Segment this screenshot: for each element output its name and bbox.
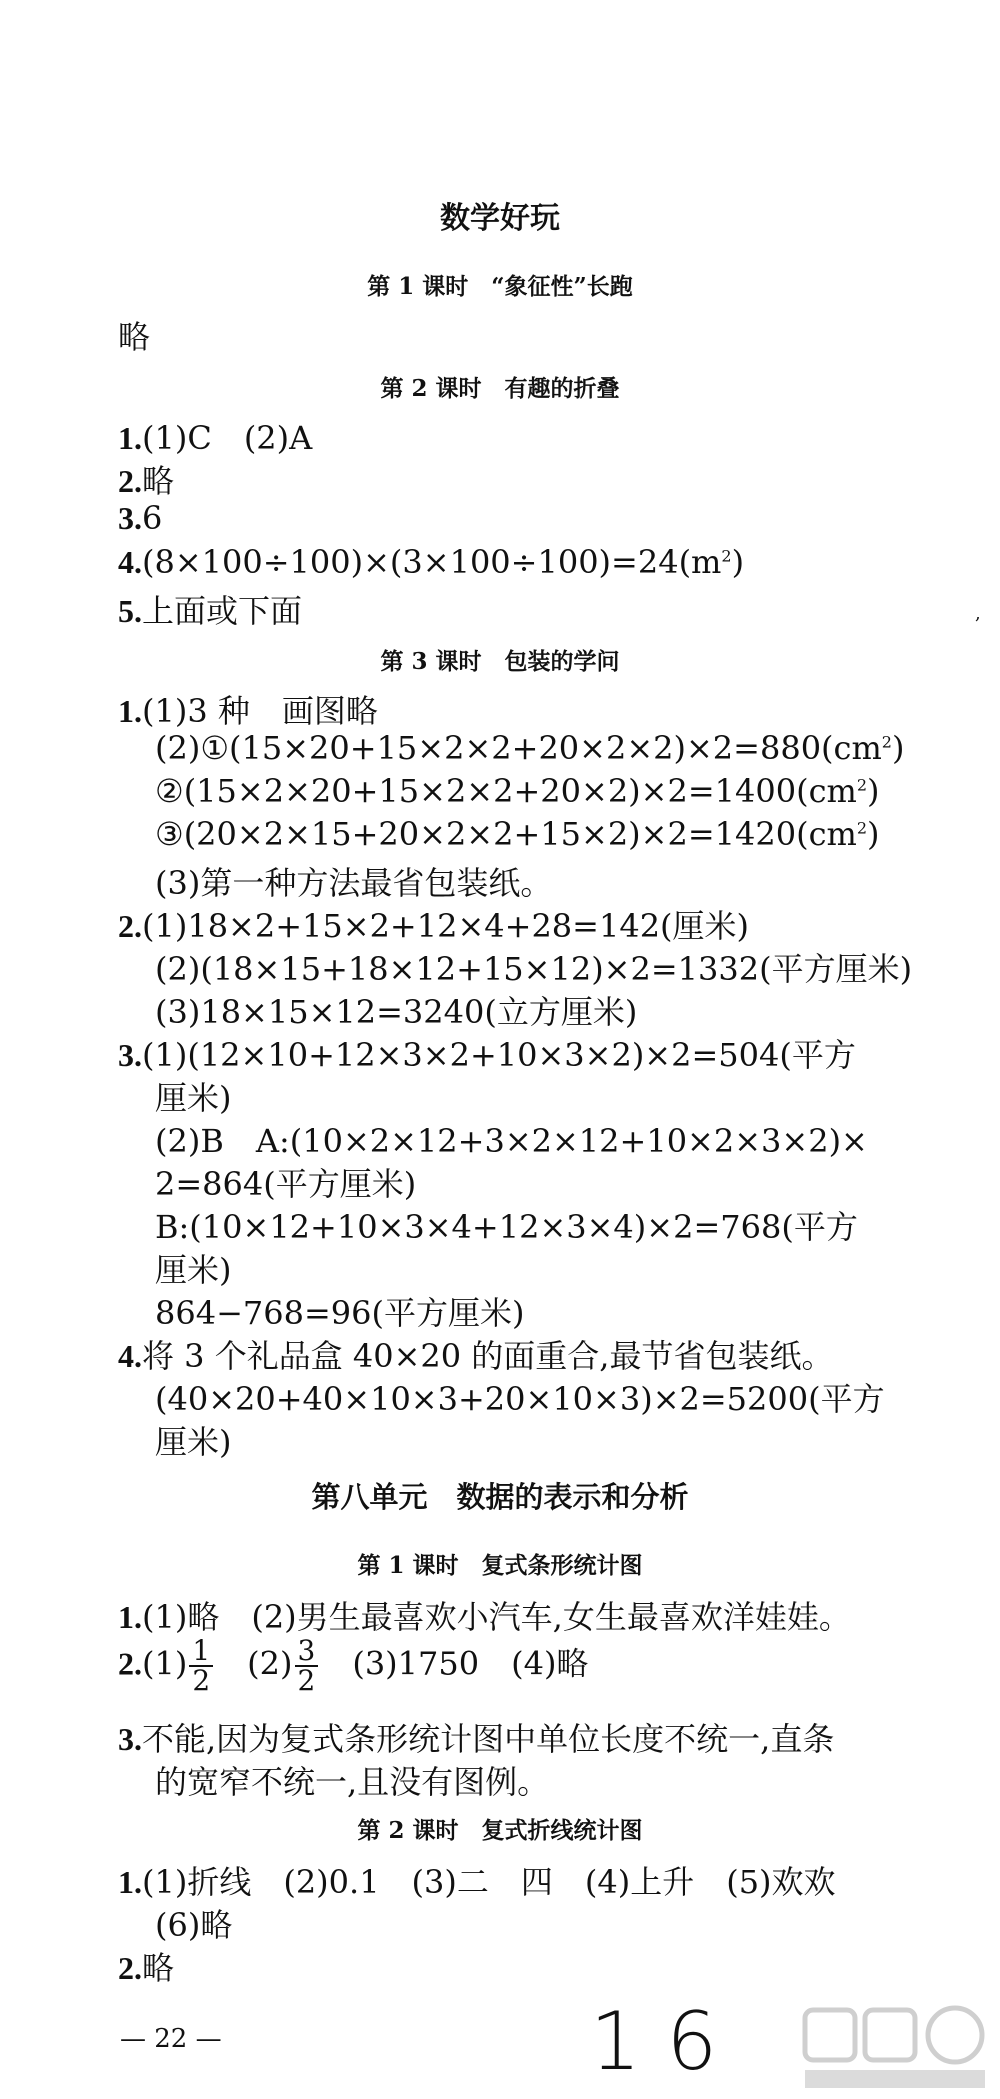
item-text: 6	[142, 499, 163, 537]
answer-line: 的宽窄不统一,且没有图例。	[155, 1763, 550, 1801]
item-number: 3.	[118, 1721, 142, 1757]
watermark-logo	[795, 2000, 995, 2095]
answer-item	[118, 686, 378, 732]
line-tail: )	[867, 815, 880, 853]
lesson-heading: 第 1 课时 复式条形统计图	[357, 1552, 643, 1579]
answer-item	[118, 1331, 833, 1377]
item-part: (2)	[215, 1644, 293, 1683]
item-text: (8×100÷100)×(3×100÷100)=24(m	[142, 543, 722, 581]
lesson-heading: 第 2 课时 复式折线统计图	[357, 1817, 643, 1844]
superscript: 2	[881, 732, 892, 752]
item-number: 2.	[118, 908, 142, 944]
answer-line: (3)第一种方法最省包装纸。	[155, 864, 553, 902]
item-number: 1.	[118, 420, 142, 456]
item-number: 5.	[118, 593, 142, 629]
answer-item	[118, 586, 302, 632]
answer-line: 厘米)	[155, 1251, 232, 1289]
answer-line	[155, 729, 904, 767]
superscript: 2	[721, 546, 732, 566]
lesson-heading: 第 3 课时 包装的学问	[380, 648, 620, 675]
item-text: 略	[142, 1949, 175, 1987]
answer-text: 略	[118, 318, 151, 356]
item-text: (1)(12×10+12×3×2+10×3×2)×2=504(平方	[142, 1036, 856, 1074]
fraction-numerator: 1	[189, 1637, 213, 1667]
superscript: 2	[856, 775, 868, 795]
answer-item	[118, 1030, 856, 1076]
item-text: 略	[142, 462, 175, 500]
item-number: 1.	[118, 1864, 142, 1900]
item-text: 将 3 个礼品盒 40×20 的面重合,最节省包装纸。	[142, 1337, 834, 1375]
item-text: 上面或下面	[142, 592, 303, 630]
item-text: 不能,因为复式条形统计图中单位长度不统一,直条	[142, 1720, 835, 1758]
item-number: 2.	[118, 463, 142, 499]
handwritten-note: 1 6	[590, 1995, 718, 2088]
line-text: ②(15×2×20+15×2×2+20×2)×2=1400(cm	[155, 772, 857, 810]
item-number: 2.	[118, 1645, 142, 1682]
fraction-denominator: 2	[192, 1664, 211, 1697]
item-number: 3.	[118, 1037, 142, 1073]
line-tail: )	[891, 729, 905, 767]
answer-line: (2)B A:(10×2×12+3×2×12+10×2×3×2)×	[155, 1122, 868, 1160]
line-text: (2)①(15×20+15×2×2+20×2×2)×2=880(cm	[155, 729, 882, 767]
fraction	[295, 1634, 319, 1697]
answer-line: (6)略	[155, 1906, 233, 1944]
unit-title: 第八单元 数据的表示和分析	[311, 1480, 689, 1514]
page-number: — 22 —	[120, 2024, 222, 2054]
item-text: (1)18×2+15×2+12×4+28=142(厘米)	[142, 907, 750, 945]
item-number: 1.	[118, 1599, 142, 1635]
item-number: 2.	[118, 1950, 142, 1986]
item-number: 1.	[118, 693, 142, 729]
item-text: (1)3 种 画图略	[142, 692, 378, 730]
item-number: 3.	[118, 500, 142, 536]
answer-line: (2)(18×15+18×12+15×12)×2=1332(平方厘米)	[155, 950, 913, 988]
item-part: (1)	[142, 1644, 188, 1683]
answer-line: 厘米)	[155, 1079, 232, 1117]
item-text: (1)折线 (2)0.1 (3)二 四 (4)上升 (5)欢欢	[142, 1863, 836, 1901]
item-number: 4.	[118, 544, 142, 580]
answer-line	[155, 815, 880, 853]
item-part: (3)1750 (4)略	[320, 1644, 589, 1683]
answer-line: 2=864(平方厘米)	[155, 1165, 417, 1203]
answer-line: (3)18×15×12=3240(立方厘米)	[155, 993, 638, 1031]
lesson-heading: 第 1 课时 “象征性”长跑	[367, 273, 633, 300]
answer-item	[118, 1592, 851, 1638]
answer-line: B:(10×12+10×3×4+12×3×4)×2=768(平方	[155, 1208, 858, 1246]
line-tail: )	[867, 772, 880, 810]
item-text: (1)略 (2)男生最喜欢小汽车,女生最喜欢洋娃娃。	[142, 1598, 851, 1636]
line-text: ③(20×2×15+20×2×2+15×2)×2=1420(cm	[155, 815, 857, 853]
answer-item	[118, 456, 174, 502]
superscript: 2	[856, 818, 868, 838]
answer-line: (40×20+40×10×3+20×10×3)×2=5200(平方	[155, 1380, 885, 1418]
answer-line	[155, 772, 880, 810]
answer-item	[118, 413, 312, 459]
answer-item	[118, 499, 162, 537]
item-tail: )	[731, 543, 745, 581]
answer-item	[118, 1714, 834, 1760]
fraction	[189, 1634, 213, 1697]
answer-item	[118, 901, 749, 947]
answer-item	[118, 1943, 174, 1989]
lesson-heading: 第 2 课时 有趣的折叠	[380, 375, 620, 402]
stray-mark: ,	[975, 603, 981, 624]
answer-item	[118, 1634, 589, 1697]
answer-item	[118, 1857, 836, 1903]
answer-item	[118, 543, 744, 581]
item-number: 4.	[118, 1338, 142, 1374]
fraction-denominator: 2	[297, 1664, 316, 1697]
item-text: (1)C (2)A	[142, 419, 313, 457]
answer-line: 864−768=96(平方厘米)	[155, 1294, 525, 1332]
answer-line: 厘米)	[155, 1423, 232, 1461]
section-title: 数学好玩	[440, 201, 560, 236]
fraction-numerator: 3	[295, 1637, 319, 1667]
